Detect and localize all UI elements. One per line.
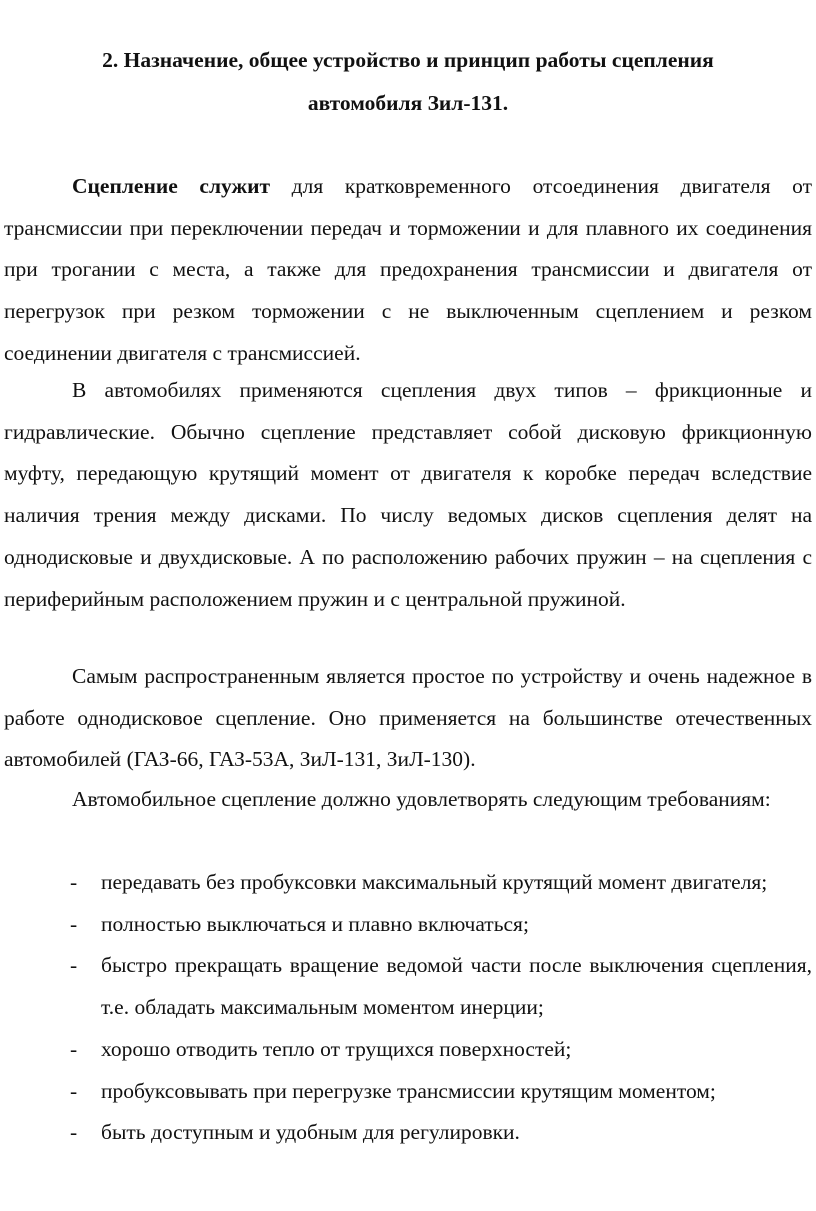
list-item-text: хорошо отводить тепло от трущихся поверхностей;	[101, 1036, 572, 1061]
paragraph-clutch-types: В автомобилях применяются сцепления двух типов – фрикционные и гидравлические. Обычно сцепление представляет собой дисковую фрикционную муфту, передающую крутящий момент от двигателя к коробке передач вследствие наличия трения между дисками. По числу ведомых дисков сцепления делят на однодисковые и двухдисковые. А по расположению рабочих пружин – на сцепления с периферийным расположением пружин и с центральной пружиной.	[4, 378, 812, 611]
requirements-list	[4, 862, 812, 1154]
paragraph-clutch-purpose	[4, 166, 812, 375]
paragraph-single-disc: Самым распространенным является простое по устройству и очень надежное в работе однодисковое сцепление. Оно применяется на большинстве отечественных автомобилей (ГАЗ-66, ГАЗ-53А, ЗиЛ-131, ЗиЛ-130).	[4, 664, 812, 772]
page-title-line-1: 2. Назначение, общее устройство и принцип работы сцепления	[102, 48, 714, 72]
list-item	[4, 904, 812, 946]
list-item-text: пробуксовывать при перегрузке трансмиссии крутящим моментом;	[101, 1078, 716, 1103]
paragraph-clutch-purpose-text: для кратковременного отсоединения двигателя от трансмиссии при переключении передач и торможении и для плавного их соединения при трогании с места, а также для предохранения трансмиссии и двигателя от перегрузок при резком торможении с не выключенным сцеплением и резком соединении двигателя с трансмиссией.	[4, 174, 813, 365]
paragraph-requirements-intro: Автомобильное сцепление должно удовлетворять следующим требованиям:	[72, 787, 771, 811]
list-dash: -	[70, 870, 78, 894]
list-item	[4, 862, 812, 904]
list-item-text: передавать без пробуксовки максимальный крутящий момент двигателя;	[101, 870, 768, 894]
list-item	[4, 1071, 812, 1113]
page-title-line-2: автомобиля Зил-131.	[307, 91, 509, 115]
list-item	[4, 1112, 812, 1154]
list-dash: -	[70, 1120, 78, 1145]
list-item-text: быстро прекращать вращение ведомой части после выключения сцепления, т.е. обладать максимальным моментом инерции;	[101, 953, 812, 1020]
clutch-term-bold: Сцепление служит	[72, 174, 271, 198]
list-dash: -	[70, 953, 78, 978]
list-item-text: быть доступным и удобным для регулировки.	[101, 1120, 520, 1145]
list-item	[4, 945, 812, 1028]
list-dash: -	[70, 1078, 78, 1103]
list-dash: -	[70, 911, 78, 936]
list-item-text: полностью выключаться и плавно включаться;	[101, 911, 529, 936]
list-dash: -	[70, 1036, 78, 1061]
list-item	[4, 1029, 812, 1071]
